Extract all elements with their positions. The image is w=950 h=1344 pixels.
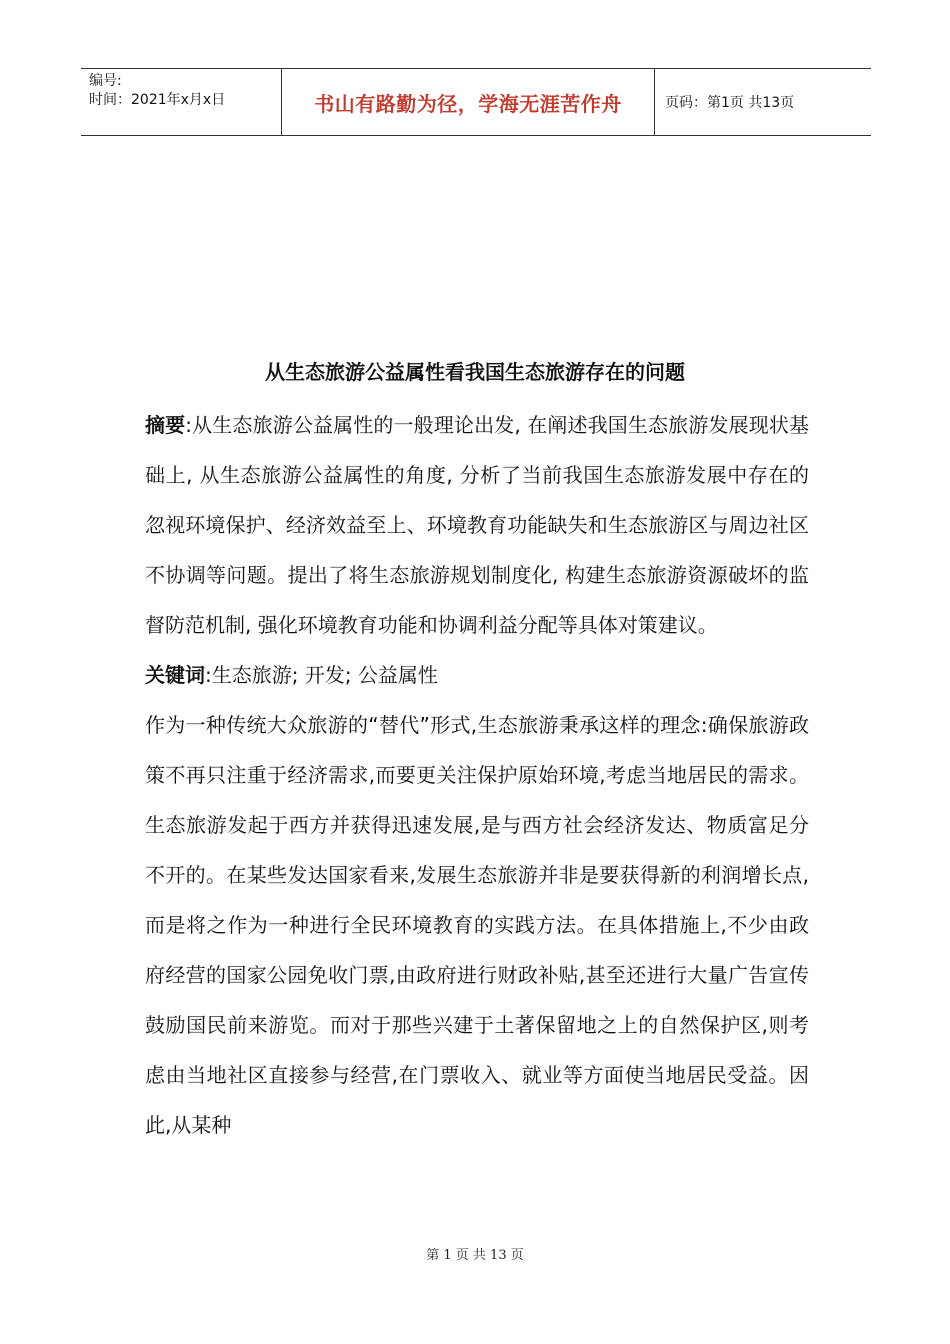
article-body: [145, 400, 809, 1150]
header-table: [81, 68, 871, 136]
time-label: 时间：2021年x月x日: [89, 92, 226, 108]
motto: 书山有路勤为径，学海无涯苦作舟: [282, 69, 655, 135]
page-info: 页码：第1页 共13页: [665, 95, 795, 111]
abstract-paragraph: [145, 400, 809, 650]
keywords-label: 关键词: [145, 663, 205, 687]
body-paragraph: 作为一种传统大众旅游的“替代”形式,生态旅游秉承这样的理念:确保旅游政策不再只注重于经济需求,而要更关注保护原始环境,考虑当地居民的需求。生态旅游发起于西方并获得迅速发展,是与西方社会经济发达、物质富足分不开的。在某些发达国家看来,发展生态旅游并非是要获得新的利润增长点,而是将之作为一种进行全民环境教育的实践方法。在具体措施上,不少由政府经营的国家公园免收门票,由政府进行财政补贴,甚至还进行大量广告宣传鼓励国民前来游览。而对于那些兴建于土著保留地之上的自然保护区,则考虑由当地社区直接参与经营,在门票收入、就业等方面使当地居民受益。因此,从某种: [145, 713, 809, 1137]
header-meta-cell: [81, 69, 282, 135]
page-footer: 第 1 页 共 13 页: [426, 1248, 524, 1263]
article-title: 从生态旅游公益属性看我国生态旅游存在的问题: [265, 360, 685, 384]
abstract-text: :从生态旅游公益属性的一般理论出发, 在阐述我国生态旅游发展现状基础上, 从生态旅游公益属性的角度, 分析了当前我国生态旅游发展中存在的忽视环境保护、经济效益至上、环境教育功能缺失和生态旅游区与周边社区不协调等问题。提出了将生态旅游规划制度化, 构建生态旅游资源破坏的监督防范机制, 强化环境教育功能和协调利益分配等具体对策建议。: [145, 413, 810, 637]
number-label: 编号:: [89, 73, 122, 89]
abstract-label: 摘要: [145, 413, 186, 437]
keywords-paragraph: [145, 650, 809, 700]
keywords-text: :生态旅游; 开发; 公益属性: [205, 663, 438, 687]
